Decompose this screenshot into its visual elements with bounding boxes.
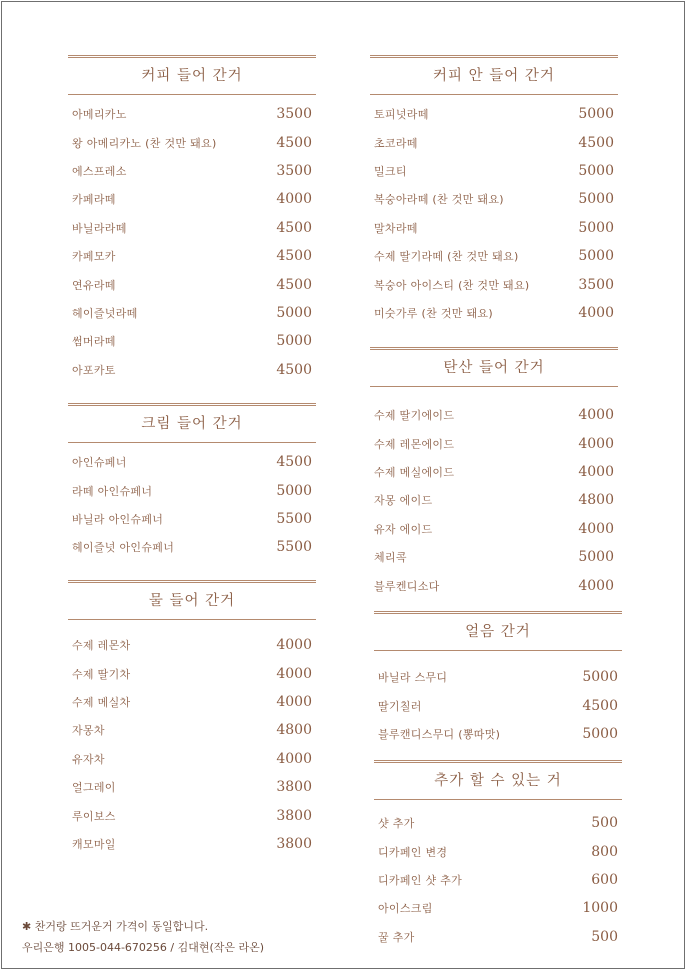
menu-item-price: 3500	[578, 276, 614, 293]
menu-item-name: 딸기칠러	[378, 699, 422, 713]
menu-list-ice	[374, 663, 622, 748]
section-coffee	[68, 55, 316, 384]
menu-item-name: 헤이즐넛 아인슈페너	[72, 541, 175, 555]
menu-item-name: 복숭아라떼 (찬 것만 돼요)	[374, 193, 504, 207]
menu-item	[68, 185, 316, 213]
menu-item	[370, 515, 618, 543]
menu-item-name: 썸머라떼	[72, 335, 116, 349]
menu-item	[374, 691, 622, 719]
menu-item	[68, 100, 316, 128]
section-soda	[370, 347, 618, 600]
menu-item-price: 5000	[578, 191, 614, 208]
menu-item	[374, 866, 622, 894]
menu-item	[68, 659, 316, 687]
menu-item-name: 밀크티	[374, 164, 407, 178]
menu-item-price: 4000	[578, 304, 614, 321]
menu-item	[370, 486, 618, 514]
footer-note: ✱ 찬거랑 뜨거운거 가격이 동일합니다.	[22, 920, 209, 933]
menu-item	[374, 663, 622, 691]
menu-item-price: 5000	[578, 549, 614, 566]
menu-item	[68, 476, 316, 504]
menu-item	[374, 894, 622, 922]
menu-item-price: 4000	[578, 577, 614, 594]
menu-item-name: 카페모카	[72, 250, 116, 264]
menu-item-name: 수제 딸기차	[72, 667, 131, 681]
menu-item	[68, 631, 316, 659]
menu-item-name: 체리콕	[374, 551, 407, 565]
menu-item-name: 디카페인 샷 추가	[378, 873, 463, 887]
menu-item-name: 아이스크림	[378, 902, 433, 916]
menu-item-name: 루이보스	[72, 809, 116, 823]
footer	[22, 916, 264, 958]
menu-item-name: 에스프레소	[72, 164, 127, 178]
menu-item	[370, 270, 618, 298]
menu-item	[68, 327, 316, 355]
menu-item-price: 3800	[276, 835, 312, 852]
menu-item	[68, 299, 316, 327]
menu-item-price: 4500	[276, 248, 312, 265]
menu-item	[68, 448, 316, 476]
menu-item	[68, 157, 316, 185]
menu-list-non-coffee	[370, 100, 618, 327]
menu-item-price: 5000	[578, 106, 614, 123]
section-title-extras: 추가 할 수 있는 거	[374, 760, 622, 800]
menu-item-name: 바닐라라떼	[72, 221, 127, 235]
menu-item-price: 5000	[276, 304, 312, 321]
section-title-coffee: 커피 들어 간거	[68, 55, 316, 95]
menu-item	[370, 100, 618, 128]
menu-item	[68, 830, 316, 858]
menu-list-soda	[370, 401, 618, 600]
menu-item-price: 4000	[276, 750, 312, 767]
section-extras	[374, 760, 622, 951]
menu-item	[68, 745, 316, 773]
menu-item-price: 4500	[276, 276, 312, 293]
menu-item-price: 5000	[276, 333, 312, 350]
section-title-soda: 탄산 들어 간거	[370, 347, 618, 387]
menu-item-name: 수제 딸기라떼 (찬 것만 돼요)	[374, 250, 519, 264]
menu-list-tea	[68, 631, 316, 858]
menu-item-name: 자몽 에이드	[374, 494, 433, 508]
menu-item-name: 유자 에이드	[374, 522, 433, 536]
menu-item-name: 라떼 아인슈페너	[72, 484, 153, 498]
menu-item-name: 유자차	[72, 752, 105, 766]
menu-item-name: 샷 추가	[378, 817, 415, 831]
menu-item-name: 연유라떼	[72, 278, 116, 292]
menu-item-price: 4000	[276, 637, 312, 654]
menu-item-name: 바닐라 스무디	[378, 671, 448, 685]
menu-item-name: 얼그레이	[72, 781, 116, 795]
menu-item-name: 아인슈페너	[72, 456, 127, 470]
menu-list-coffee	[68, 100, 316, 384]
menu-item	[68, 505, 316, 533]
menu-item-name: 말차라떼	[374, 221, 418, 235]
menu-item-price: 500	[591, 815, 618, 832]
menu-item-price: 4500	[582, 697, 618, 714]
section-title-non-coffee: 커피 안 들어 간거	[370, 55, 618, 95]
menu-item-price: 5500	[276, 510, 312, 527]
menu-list-extras	[374, 809, 622, 951]
footer-bank-info: 우리은행 1005-044-670256 / 김대현(작은 라온)	[22, 941, 265, 954]
menu-item-name: 자몽차	[72, 724, 105, 738]
menu-item-price: 600	[591, 871, 618, 888]
menu-item	[68, 214, 316, 242]
menu-item-name: 수제 레몬에이드	[374, 437, 455, 451]
menu-item-price: 3500	[276, 162, 312, 179]
menu-item	[68, 128, 316, 156]
menu-item	[374, 837, 622, 865]
menu-list-cream	[68, 448, 316, 562]
menu-item-name: 꿀 추가	[378, 930, 415, 944]
menu-item-price: 5500	[276, 539, 312, 556]
menu-item-name: 아포카토	[72, 363, 116, 377]
section-cream	[68, 403, 316, 562]
menu-item-price: 3800	[276, 807, 312, 824]
section-tea	[68, 580, 316, 858]
menu-item-price: 1000	[582, 900, 618, 917]
menu-item	[374, 809, 622, 837]
menu-item	[68, 270, 316, 298]
menu-item-price: 5000	[582, 725, 618, 742]
section-non-coffee	[370, 55, 618, 327]
menu-item-name: 블루켄디소다	[374, 579, 440, 593]
menu-item-price: 4500	[276, 219, 312, 236]
menu-item-name: 미숫가루 (찬 것만 돼요)	[374, 306, 493, 320]
menu-item	[68, 688, 316, 716]
menu-item	[370, 214, 618, 242]
menu-item-price: 4800	[578, 492, 614, 509]
section-title-ice: 얼음 간거	[374, 611, 622, 651]
menu-item-price: 4000	[578, 435, 614, 452]
menu-item	[68, 773, 316, 801]
menu-item	[370, 128, 618, 156]
menu-item-price: 4000	[276, 693, 312, 710]
menu-item-price: 5000	[578, 162, 614, 179]
menu-item-price: 5000	[578, 248, 614, 265]
menu-item-price: 4000	[578, 407, 614, 424]
section-title-cream: 크림 들어 간거	[68, 403, 316, 443]
menu-item	[374, 720, 622, 748]
menu-item-price: 4500	[276, 134, 312, 151]
menu-item-price: 5000	[582, 669, 618, 686]
menu-item	[370, 429, 618, 457]
menu-item-price: 4000	[578, 463, 614, 480]
menu-item-name: 바닐라 아인슈페너	[72, 512, 164, 526]
menu-item-name: 카페라떼	[72, 193, 116, 207]
menu-item-price: 4500	[276, 454, 312, 471]
menu-item-name: 수제 딸기에이드	[374, 409, 455, 423]
menu-item	[68, 716, 316, 744]
menu-item-name: 블루캔디스무디 (뽕따맛)	[378, 727, 501, 741]
menu-item-name: 토피넛라떼	[374, 108, 429, 122]
menu-item-price: 5000	[276, 482, 312, 499]
menu-item-price: 3800	[276, 779, 312, 796]
menu-item-name: 캐모마일	[72, 837, 116, 851]
menu-item	[370, 185, 618, 213]
section-title-tea: 물 들어 간거	[68, 580, 316, 620]
menu-item	[68, 242, 316, 270]
menu-item-name: 왕 아메리카노 (찬 것만 돼요)	[72, 136, 217, 150]
menu-item	[68, 801, 316, 829]
menu-item-name: 수제 메실차	[72, 695, 131, 709]
menu-item	[370, 458, 618, 486]
menu-item-name: 아메리카노	[72, 108, 127, 122]
menu-item-price: 4000	[276, 191, 312, 208]
menu-item-price: 500	[591, 928, 618, 945]
menu-item-price: 4500	[578, 134, 614, 151]
menu-item	[68, 356, 316, 384]
menu-item-name: 수제 레몬차	[72, 639, 131, 653]
menu-item	[370, 157, 618, 185]
menu-item-price: 800	[591, 843, 618, 860]
menu-item-price: 5000	[578, 219, 614, 236]
menu-item-price: 3500	[276, 106, 312, 123]
menu-item	[370, 571, 618, 599]
menu-item-name: 디카페인 변경	[378, 845, 448, 859]
menu-item	[370, 543, 618, 571]
menu-item	[370, 299, 618, 327]
section-ice	[374, 611, 622, 748]
menu-item-price: 4500	[276, 361, 312, 378]
menu-item	[370, 242, 618, 270]
menu-item	[68, 533, 316, 561]
menu-item-price: 4800	[276, 722, 312, 739]
menu-item-price: 4000	[276, 665, 312, 682]
menu-item-name: 복숭아 아이스티 (찬 것만 돼요)	[374, 278, 530, 292]
menu-item	[374, 923, 622, 951]
menu-item	[370, 401, 618, 429]
menu-item-name: 초코라떼	[374, 136, 418, 150]
menu-item-name: 수제 메실에이드	[374, 465, 455, 479]
menu-item-name: 헤이즐넛라떼	[72, 306, 138, 320]
menu-item-price: 4000	[578, 520, 614, 537]
